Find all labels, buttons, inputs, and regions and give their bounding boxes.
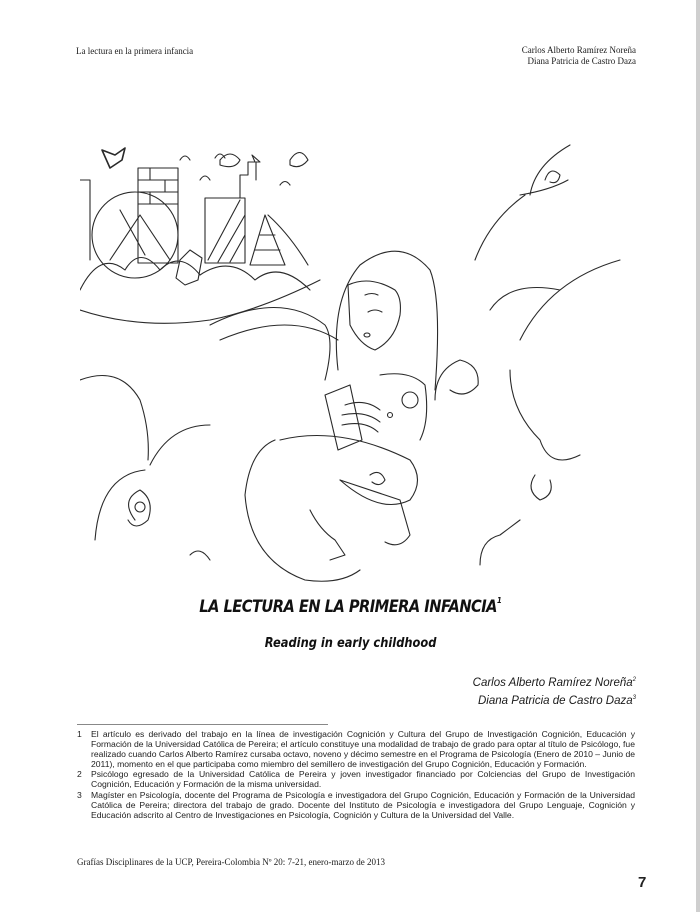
running-title: La lectura en la primera infancia (76, 46, 194, 56)
footnote-1 (77, 729, 635, 769)
article-subtitle: Reading in early childhood (264, 636, 437, 651)
hair (336, 251, 437, 390)
author-1 (473, 673, 636, 691)
dream-cloud (80, 258, 310, 291)
author-2-name: Diana Patricia de Castro Daza (477, 695, 633, 707)
swirl-right (531, 475, 551, 500)
author-1-footnote-ref[interactable]: 2 (632, 677, 636, 683)
swirl-center (435, 360, 478, 400)
footnotes (77, 729, 635, 820)
footnote-number: 1 (77, 729, 82, 739)
footnote-3 (77, 790, 635, 820)
legs (245, 440, 360, 581)
arrow-tower (240, 155, 260, 198)
dream-trail (210, 308, 338, 381)
footnote-text: Psicólogo egresado de la Universidad Católica de Pereira y joven investigador financiado por Colciencias del Grupo de Investigación Cognición, Educación y Formación de la misma universidad. (91, 769, 635, 790)
shoe (310, 510, 345, 560)
footnote-2 (77, 769, 635, 789)
swirl-knee (370, 472, 385, 484)
footnote-divider (77, 724, 328, 725)
article-title-text: LA LECTURA EN LA PRIMERA INFANCIA (199, 597, 497, 617)
turtle (176, 250, 202, 285)
sun-icon (102, 148, 125, 168)
author-1-name: Carlos Alberto Ramírez Noreña (472, 677, 633, 689)
journal-citation: Grafías Disciplinares de la UCP, Pereira-Colombia Nº 20: 7-21, enero-marzo de 2013 (77, 857, 385, 867)
article-title (49, 596, 651, 617)
title-footnote-ref[interactable]: 1 (496, 596, 502, 605)
author-2-footnote-ref[interactable]: 3 (632, 695, 636, 701)
cover-illustration (80, 140, 650, 585)
swirl-top-right (545, 171, 560, 183)
dream-city (80, 148, 320, 323)
author-2 (473, 691, 636, 709)
swirl-left (128, 490, 150, 526)
page-edge (696, 0, 700, 912)
footnote-number: 3 (77, 789, 82, 800)
girl-reading-drawing (80, 140, 650, 585)
running-authors (522, 45, 636, 67)
running-author-2: Diana Patricia de Castro Daza (527, 56, 636, 66)
article-authors (473, 673, 636, 709)
running-author-1: Carlos Alberto Ramírez Noreña (521, 45, 636, 55)
page-number: 7 (638, 874, 647, 891)
footnote-number: 2 (77, 769, 82, 780)
swirl-clouds (80, 145, 620, 565)
face (348, 281, 400, 350)
footnote-text: Magíster en Psicología, docente del Programa de Psicología e investigadora del Grupo Cognición, Educación y Formación de la Universidad Católica de Pereira; directora del trabajo de grado. Docente del Instituto de Psicología e investigadora del Grupo Lenguaje, Cognición y Educación adscrito al Centro de Investigaciones en Psicología, Cognición y Cultura de la Universidad del Valle. (91, 789, 635, 820)
footnote-text: El artículo es derivado del trabajo en la línea de investigación Cognición y Cultura del Grupo de Investigación Cognición, Educación y Formación de la Universidad Católica de Pereira; el artículo constituye una modalidad de trabajo de grado para optar al título de Psicólogo, fue realizado cuando Carlos Alberto Ramírez cursaba octavo, noveno y décimo semestre en el Programa de Psicología (Enero de 2010 – Junio de 2011), momento en el que participaba como miembro del semillero de investigación del Grupo Cognición, Educación y Formación. (91, 729, 635, 770)
